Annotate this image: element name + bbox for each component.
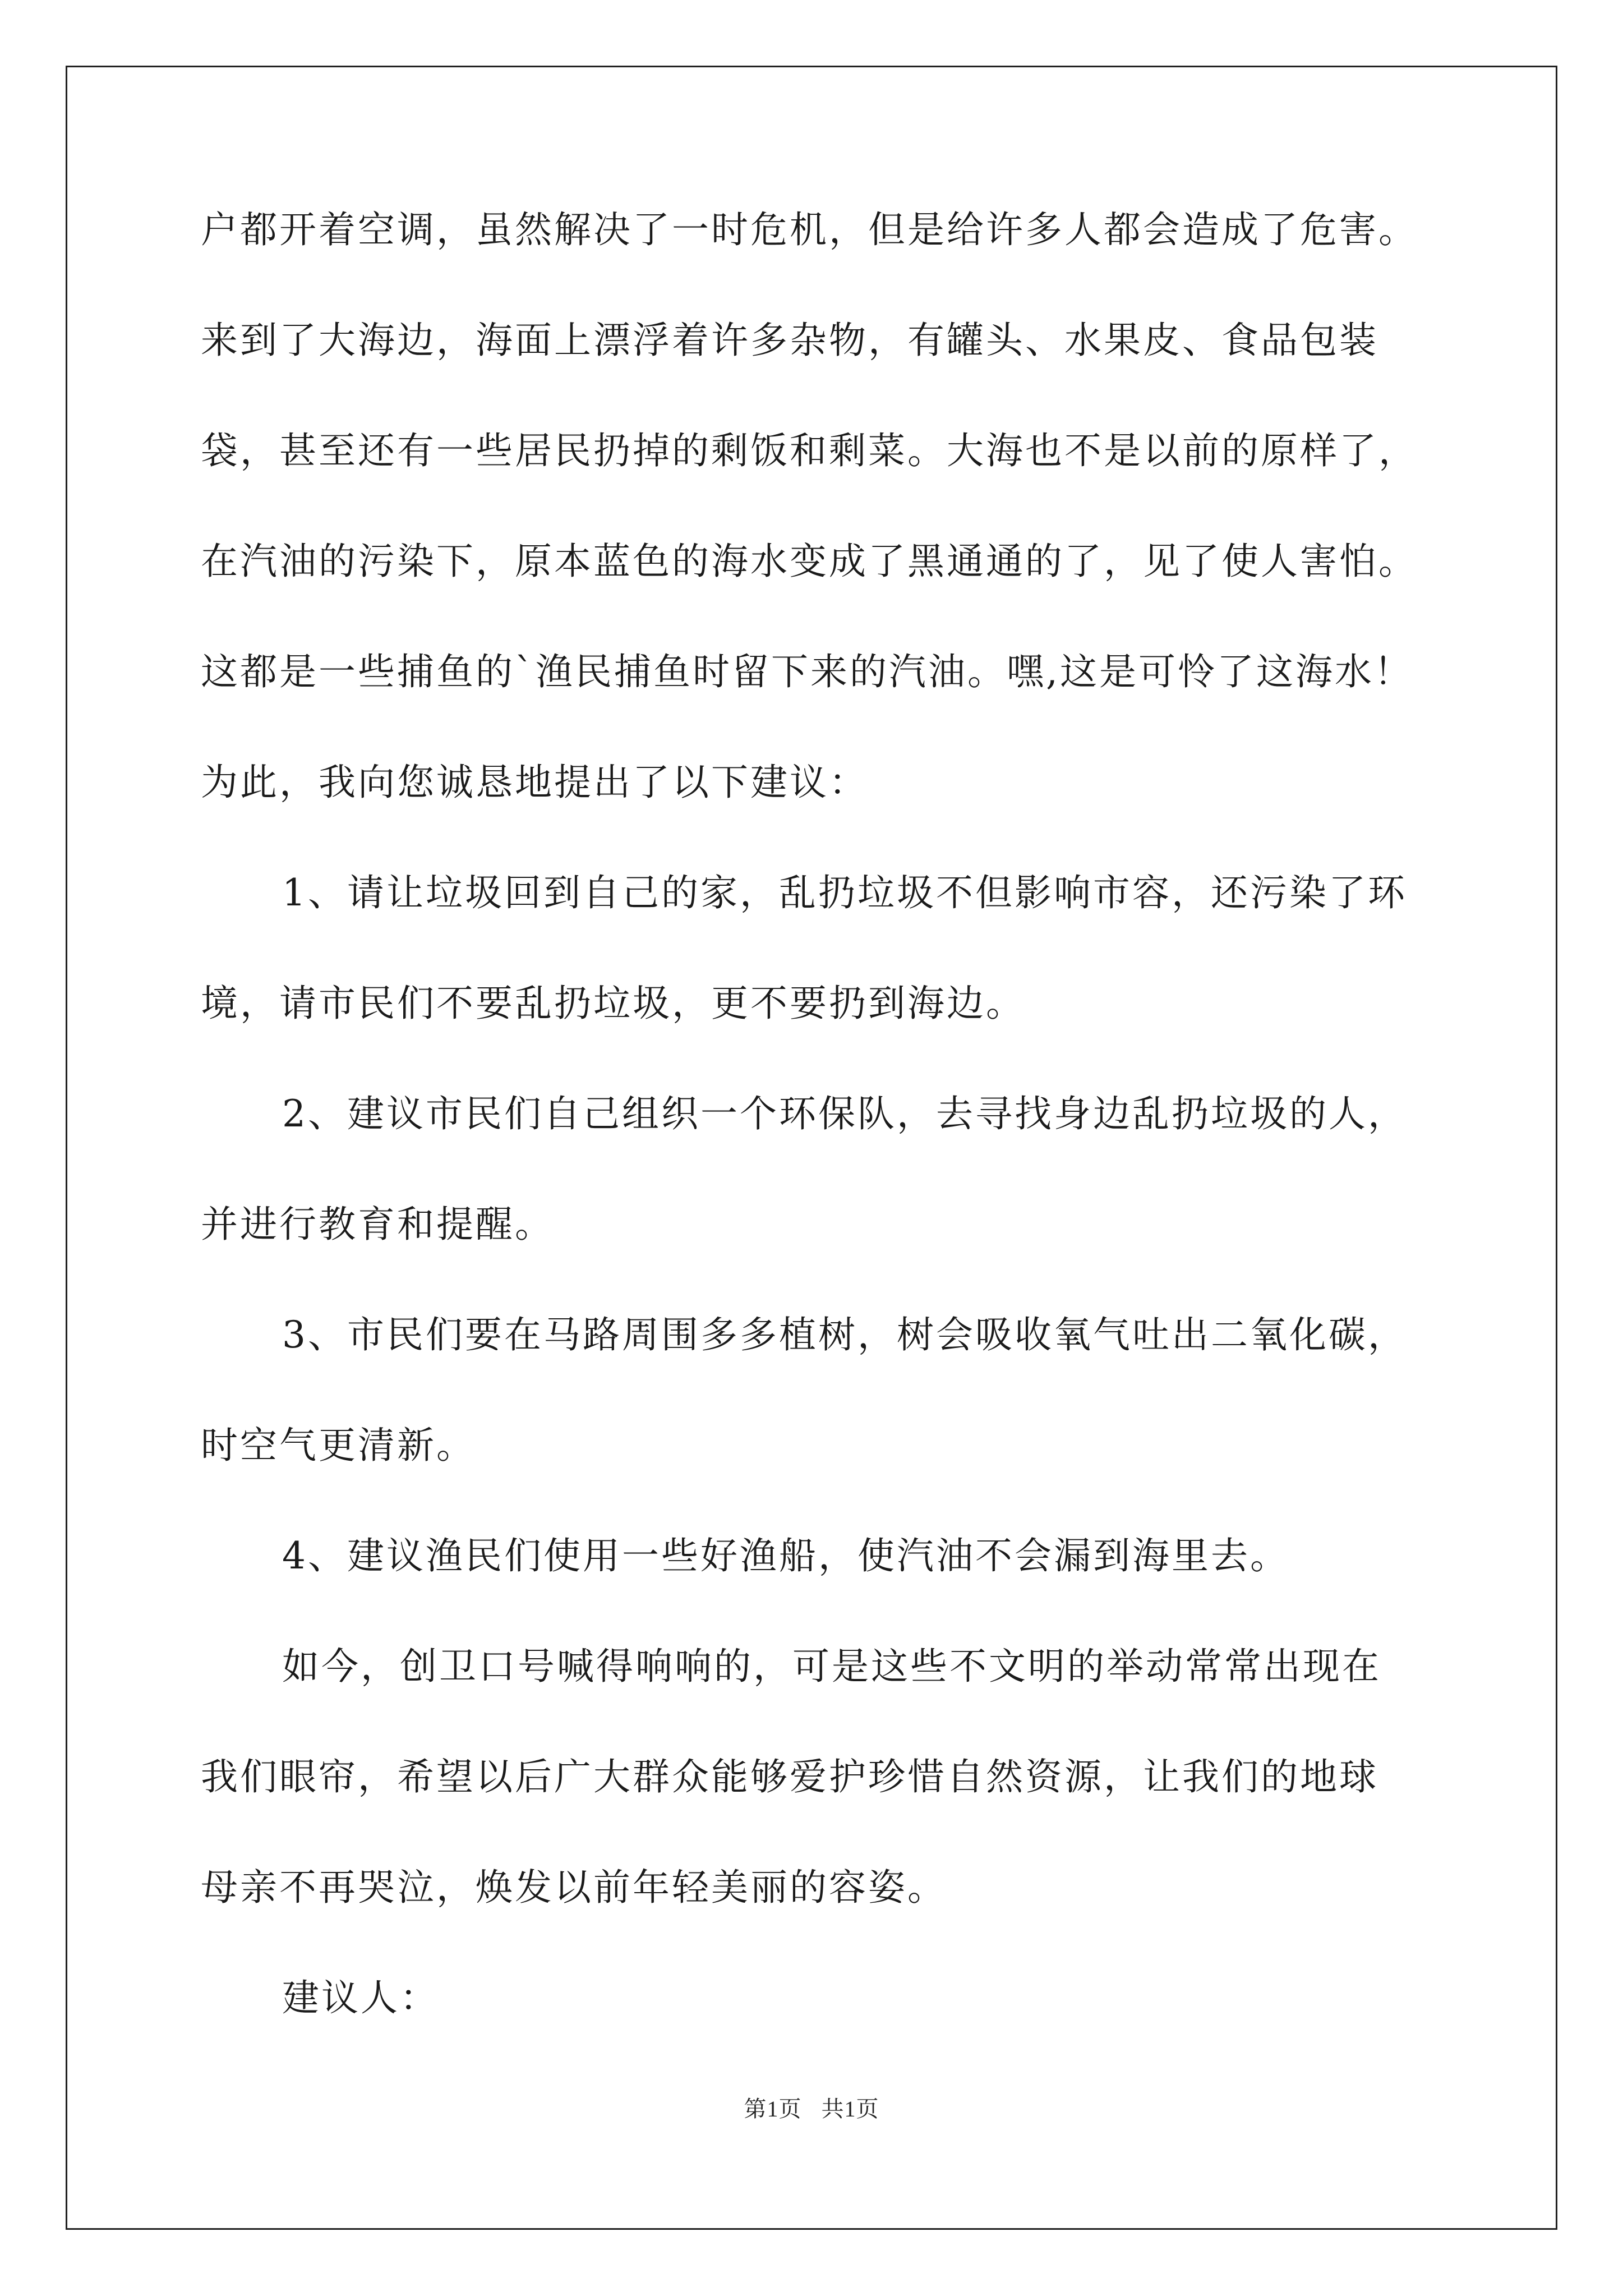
text-line: 3、市民们要在马路周围多多植树，树会吸收氧气吐出二氧化碳，: [282, 1313, 1407, 1356]
text-line: 来到了大海边，海面上漂浮着许多杂物，有罐头、水果皮、食品包装: [201, 319, 1378, 362]
page-number: 第1页: [744, 2096, 802, 2122]
text-line: 4、建议渔民们使用一些好渔船，使汽油不会漏到海里去。: [282, 1534, 1289, 1577]
text-line: 境，请市民们不要乱扔垃圾，更不要扔到海边。: [201, 982, 1025, 1025]
text-line: 袋，甚至还有一些居民扔掉的剩饭和剩菜。大海也不是以前的原样了，: [201, 429, 1418, 472]
text-line: 并进行教育和提醒。: [201, 1203, 554, 1246]
text-line: 为此，我向您诚恳地提出了以下建议：: [201, 761, 868, 804]
text-line: 这都是一些捕鱼的`渔民捕鱼时留下来的汽油。嘿,这是可怜了这海水！: [201, 650, 1413, 693]
text-line: 1、请让垃圾回到自己的家，乱扔垃圾不但影响市容，还污染了环: [282, 871, 1407, 914]
text-line: 如今，创卫口号喊得响响的，可是这些不文明的举动常常出现在: [282, 1645, 1381, 1688]
text-line: 在汽油的污染下，原本蓝色的海水变成了黑通通的了，见了使人害怕。: [201, 540, 1418, 583]
text-line: 母亲不再哭泣，焕发以前年轻美丽的容姿。: [201, 1866, 947, 1909]
text-line: 建议人：: [282, 1976, 439, 2019]
text-line: 户都开着空调，虽然解决了一时危机，但是给许多人都会造成了危害。: [201, 208, 1418, 251]
page-total: 共1页: [821, 2096, 879, 2122]
text-line: 2、建议市民们自己组织一个环保队，去寻找身边乱扔垃圾的人，: [282, 1092, 1407, 1135]
text-line: 我们眼帘，希望以后广大群众能够爱护珍惜自然资源，让我们的地球: [201, 1755, 1378, 1798]
page-footer: [0, 2091, 1623, 2123]
text-line: 时空气更清新。: [201, 1424, 476, 1467]
